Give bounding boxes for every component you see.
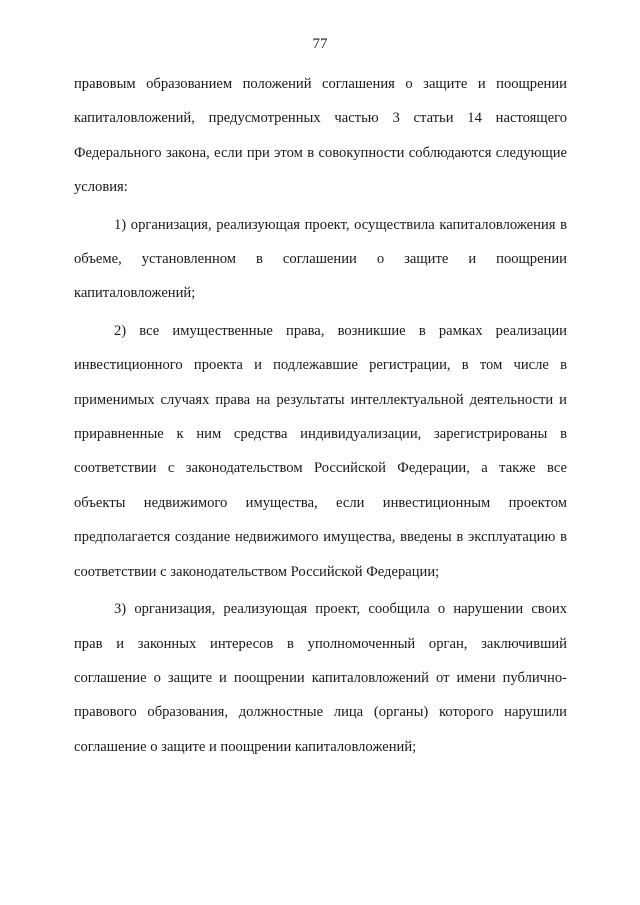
paragraph-condition-3: 3) организация, реализующая проект, сообщила о нарушении своих прав и законных интересов в уполномоченный орган, заключивший соглашение о защите и поощрении капиталовложений от имени публично-правового образования, должностные лица (органы) которого нарушили соглашение о защите и поощрении капиталовложений;: [74, 601, 567, 755]
paragraph-condition-2: 2) все имущественные права, возникшие в рамках реализации инвестиционного проекта и подлежавшие регистрации, в том числе в применимых случаях права на результаты интеллектуальной деятельности и приравненные к ним средства индивидуализации, зарегистрированы в соответствии с законодательством Российской Федерации, а также все объекты недвижимого имущества, если инвестиционным проектом предполагается создание недвижимого имущества, введены в эксплуатацию в соответствии с законодательством Российской Федерации;: [74, 322, 567, 580]
paragraph-continuation: правовым образованием положений соглашения о защите и поощрении капиталовложений, предусмотренных частью 3 статьи 14 настоящего Федерального закона, если при этом в совокупности соблюдаются следующие условия:: [74, 76, 567, 196]
document-body: [74, 67, 567, 764]
page-number: 77: [312, 36, 328, 52]
paragraph-condition-1: 1) организация, реализующая проект, осуществила капиталовложения в объеме, установленном в соглашении о защите и поощрении капиталовложений;: [74, 216, 567, 302]
